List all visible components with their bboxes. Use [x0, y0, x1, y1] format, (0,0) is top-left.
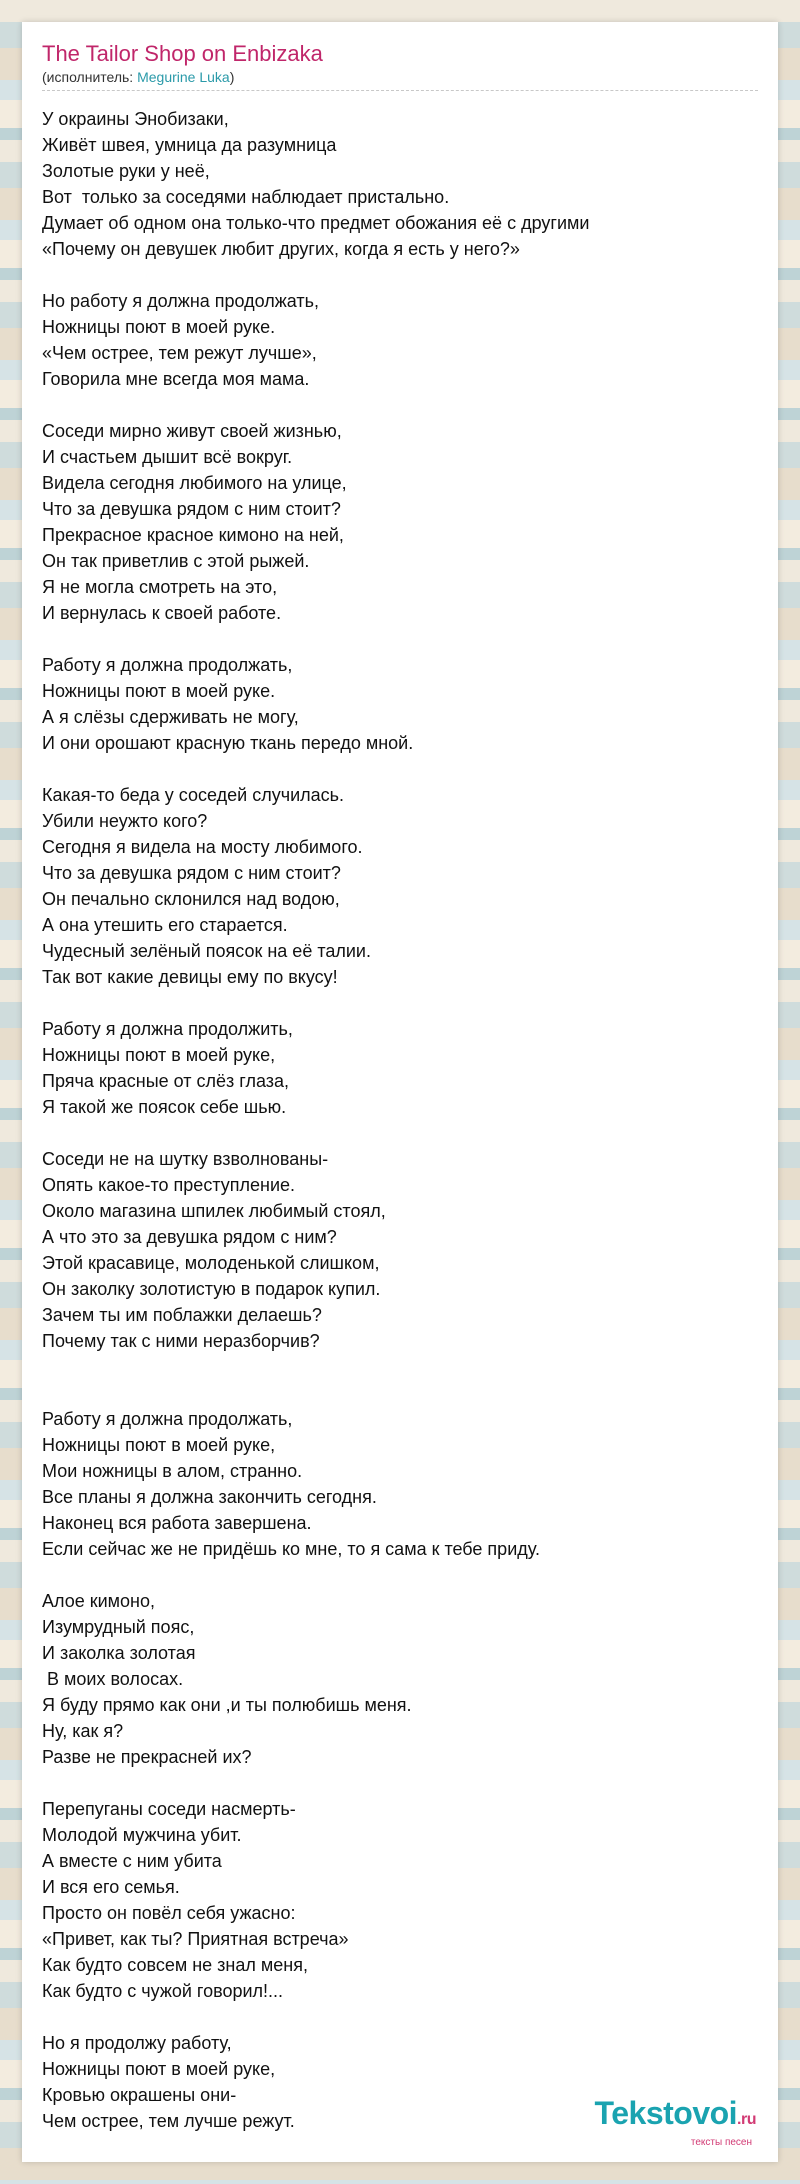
- lyric-line: Молодой мужчина убит.: [42, 1825, 242, 1845]
- lyric-line: А вместе с ним убита: [42, 1851, 222, 1871]
- lyric-line: Я такой же поясок себе шью.: [42, 1097, 287, 1117]
- lyric-line: Он печально склонился над водою,: [42, 889, 340, 909]
- lyric-line: «Чем острее, тем режут лучше»,: [42, 343, 317, 363]
- lyric-line: [42, 262, 758, 288]
- lyric-line: Если сейчас же не придёшь ко мне, то я сама к тебе приду.: [42, 1539, 540, 1559]
- logo-name: Tekstovoi: [594, 2095, 738, 2131]
- lyric-line: Изумрудный пояс,: [42, 1617, 195, 1637]
- lyric-line: Говорила мне всегда моя мама.: [42, 369, 310, 389]
- lyric-line: И вся его семья.: [42, 1877, 180, 1897]
- lyric-line: Просто он повёл себя ужасно:: [42, 1903, 296, 1923]
- artist-link[interactable]: Megurine Luka: [137, 69, 230, 85]
- lyric-line: В моих волосах.: [42, 1669, 184, 1689]
- lyric-line: [42, 2004, 758, 2030]
- artist-prefix: (исполнитель:: [42, 69, 138, 85]
- lyric-line: «Почему он девушек любит других, когда я есть у него?»: [42, 239, 520, 259]
- lyric-line: Думает об одном она только-что предмет обожания её с другими: [42, 213, 590, 233]
- lyric-line: [42, 626, 758, 652]
- lyric-line: [42, 756, 758, 782]
- lyric-line: Соседи мирно живут своей жизнью,: [42, 421, 342, 441]
- lyric-line: Чем острее, тем лучше режут.: [42, 2111, 295, 2131]
- lyric-line: Ножницы поют в моей руке,: [42, 1045, 276, 1065]
- lyrics-card: [22, 22, 778, 2162]
- lyric-line: [42, 1380, 758, 1406]
- lyric-line: Зачем ты им поблажки делаешь?: [42, 1305, 322, 1325]
- lyric-line: Я не могла смотреть на это,: [42, 577, 278, 597]
- lyric-line: Все планы я должна закончить сегодня.: [42, 1487, 377, 1507]
- lyric-line: Алое кимоно,: [42, 1591, 156, 1611]
- lyric-line: [42, 1354, 758, 1380]
- lyric-line: Он так приветлив с этой рыжей.: [42, 551, 310, 571]
- lyric-line: Разве не прекрасней их?: [42, 1747, 252, 1767]
- lyric-line: Вот только за соседями наблюдает пристально.: [42, 187, 450, 207]
- lyric-line: Убили неужто кого?: [42, 811, 208, 831]
- lyric-line: «Привет, как ты? Приятная встреча»: [42, 1929, 349, 1949]
- lyric-line: Кровью окрашены они-: [42, 2085, 237, 2105]
- song-header: [42, 40, 758, 91]
- lyric-line: [42, 1770, 758, 1796]
- lyric-line: Опять какое-то преступление.: [42, 1175, 296, 1195]
- lyric-line: Пряча красные от слёз глаза,: [42, 1071, 290, 1091]
- lyric-line: И заколка золотая: [42, 1643, 196, 1663]
- lyric-line: Прекрасное красное кимоно на ней,: [42, 525, 344, 545]
- lyric-line: Мои ножницы в алом, странно.: [42, 1461, 303, 1481]
- lyric-line: [42, 1120, 758, 1146]
- lyric-line: Видела сегодня любимого на улице,: [42, 473, 347, 493]
- lyric-line: У окраины Энобизаки,: [42, 109, 229, 129]
- site-logo[interactable]: [595, 2096, 756, 2148]
- lyric-line: Ножницы поют в моей руке.: [42, 317, 276, 337]
- artist-suffix: ): [229, 69, 235, 85]
- lyric-line: Перепуганы соседи насмерть-: [42, 1799, 296, 1819]
- lyric-line: Работу я должна продолжать,: [42, 1409, 293, 1429]
- lyric-line: Я буду прямо как они ,и ты полюбишь меня.: [42, 1695, 412, 1715]
- lyric-line: Он заколку золотистую в подарок купил.: [42, 1279, 381, 1299]
- lyric-line: Чудесный зелёный поясок на её талии.: [42, 941, 371, 961]
- lyric-line: Но работу я должна продолжать,: [42, 291, 320, 311]
- lyric-line: А я слёзы сдерживать не могу,: [42, 707, 299, 727]
- lyric-line: А что это за девушка рядом с ним?: [42, 1227, 337, 1247]
- lyric-line: Ножницы поют в моей руке,: [42, 2059, 276, 2079]
- song-title: The Tailor Shop on Enbizaka: [42, 41, 323, 66]
- lyric-line: Работу я должна продолжить,: [42, 1019, 293, 1039]
- lyric-line: Что за девушка рядом с ним стоит?: [42, 863, 341, 883]
- lyric-line: Что за девушка рядом с ним стоит?: [42, 499, 341, 519]
- lyric-line: [42, 392, 758, 418]
- lyric-line: Сегодня я видела на мосту любимого.: [42, 837, 363, 857]
- lyric-line: И они орошают красную ткань передо мной.: [42, 733, 414, 753]
- artist-line: [42, 68, 758, 86]
- logo-tld: .ru: [737, 2111, 756, 2128]
- lyric-line: Работу я должна продолжать,: [42, 655, 293, 675]
- lyric-line: Как будто с чужой говорил!...: [42, 1981, 284, 2001]
- lyrics-text: [42, 106, 758, 2134]
- lyric-line: Но я продолжу работу,: [42, 2033, 232, 2053]
- lyric-line: Ножницы поют в моей руке,: [42, 1435, 276, 1455]
- lyric-line: И вернулась к своей работе.: [42, 603, 282, 623]
- lyric-line: [42, 1562, 758, 1588]
- logo-tagline: тексты песен: [690, 2137, 752, 2148]
- lyric-line: Этой красавице, молоденькой слишком,: [42, 1253, 380, 1273]
- lyric-line: [42, 990, 758, 1016]
- lyric-line: Почему так с ними неразборчив?: [42, 1331, 320, 1351]
- lyric-line: Ножницы поют в моей руке.: [42, 681, 276, 701]
- lyric-line: Так вот какие девицы ему по вкусу!: [42, 967, 338, 987]
- lyric-line: Ну, как я?: [42, 1721, 124, 1741]
- lyric-line: А она утешить его старается.: [42, 915, 288, 935]
- lyric-line: Какая-то беда у соседей случилась.: [42, 785, 345, 805]
- lyric-line: Живёт швея, умница да разумница: [42, 135, 337, 155]
- lyric-line: Золотые руки у неё,: [42, 161, 210, 181]
- lyric-line: Как будто совсем не знал меня,: [42, 1955, 308, 1975]
- lyric-line: И счастьем дышит всё вокруг.: [42, 447, 293, 467]
- lyric-line: Около магазина шпилек любимый стоял,: [42, 1201, 386, 1221]
- lyric-line: Соседи не на шутку взволнованы-: [42, 1149, 329, 1169]
- lyric-line: Наконец вся работа завершена.: [42, 1513, 312, 1533]
